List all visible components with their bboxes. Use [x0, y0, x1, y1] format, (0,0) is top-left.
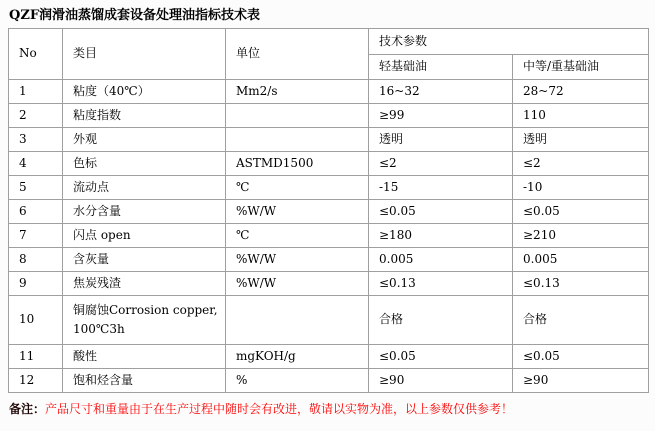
table-row [9, 296, 649, 345]
header-row-1 [9, 29, 649, 55]
cell-no: 5 [9, 176, 63, 200]
cell-light: 透明 [369, 128, 513, 152]
cell-unit: mgKOH/g [226, 345, 369, 369]
cell-no: 3 [9, 128, 63, 152]
cell-no: 10 [9, 296, 63, 345]
table-row [9, 200, 649, 224]
cell-unit: %W/W [226, 200, 369, 224]
col-header-medium-heavy-base-oil: 中等/重基础油 [513, 55, 649, 80]
cell-no: 11 [9, 345, 63, 369]
table-row [9, 369, 649, 393]
cell-light: ≥90 [369, 369, 513, 393]
cell-heavy: ≤0.05 [513, 200, 649, 224]
cell-unit: %W/W [226, 248, 369, 272]
table-row [9, 80, 649, 104]
cell-no: 6 [9, 200, 63, 224]
col-header-category: 类目 [63, 29, 226, 80]
table-row [9, 104, 649, 128]
cell-heavy: ≤0.13 [513, 272, 649, 296]
cell-heavy: ≤2 [513, 152, 649, 176]
cell-light: -15 [369, 176, 513, 200]
table-row [9, 152, 649, 176]
cell-light: ≤2 [369, 152, 513, 176]
table-row [9, 248, 649, 272]
cell-light: 合格 [369, 296, 513, 345]
cell-heavy: ≥90 [513, 369, 649, 393]
col-header-unit: 单位 [226, 29, 369, 80]
cell-no: 8 [9, 248, 63, 272]
cell-category: 闪点 open [63, 224, 226, 248]
cell-no: 7 [9, 224, 63, 248]
cell-category: 色标 [63, 152, 226, 176]
cell-category: 流动点 [63, 176, 226, 200]
cell-unit: ASTMD1500 [226, 152, 369, 176]
cell-light: ≥180 [369, 224, 513, 248]
cell-no: 9 [9, 272, 63, 296]
cell-unit: % [226, 369, 369, 393]
table-row [9, 128, 649, 152]
cell-heavy: 0.005 [513, 248, 649, 272]
cell-heavy: -10 [513, 176, 649, 200]
col-header-light-base-oil: 轻基础油 [369, 55, 513, 80]
cell-category: 外观 [63, 128, 226, 152]
cell-unit: %W/W [226, 272, 369, 296]
cell-light: 16~32 [369, 80, 513, 104]
col-header-tech-params: 技术参数 [369, 29, 649, 55]
page-title: QZF润滑油蒸馏成套设备处理油指标技术表 [9, 8, 261, 23]
cell-no: 12 [9, 369, 63, 393]
note-text: 产品尺寸和重量由于在生产过程中随时会有改进，敬请以实物为准，以上参数仅供参考！ [45, 402, 514, 416]
cell-category: 酸性 [63, 345, 226, 369]
table-row [9, 224, 649, 248]
cell-no: 4 [9, 152, 63, 176]
spec-table [8, 28, 649, 393]
col-header-no: No [9, 29, 63, 80]
cell-light: ≤0.05 [369, 345, 513, 369]
cell-heavy: 透明 [513, 128, 649, 152]
cell-light: 0.005 [369, 248, 513, 272]
table-row [9, 272, 649, 296]
cell-no: 2 [9, 104, 63, 128]
cell-unit [226, 128, 369, 152]
cell-heavy: ≤0.05 [513, 345, 649, 369]
cell-light: ≤0.13 [369, 272, 513, 296]
cell-light: ≥99 [369, 104, 513, 128]
cell-category: 粘度（40℃） [63, 80, 226, 104]
footer-note [9, 400, 648, 417]
cell-unit: ℃ [226, 224, 369, 248]
cell-heavy: ≥210 [513, 224, 649, 248]
cell-unit [226, 296, 369, 345]
cell-category: 粘度指数 [63, 104, 226, 128]
cell-category: 铜腐蚀Corrosion copper, 100℃3h [63, 296, 226, 345]
table-row [9, 345, 649, 369]
cell-category: 含灰量 [63, 248, 226, 272]
cell-unit [226, 104, 369, 128]
cell-no: 1 [9, 80, 63, 104]
cell-unit: Mm2/s [226, 80, 369, 104]
note-label: 备注： [9, 402, 46, 416]
table-row [9, 176, 649, 200]
cell-light: ≤0.05 [369, 200, 513, 224]
cell-category: 饱和烃含量 [63, 369, 226, 393]
cell-heavy: 110 [513, 104, 649, 128]
cell-category: 水分含量 [63, 200, 226, 224]
cell-category: 焦炭残渣 [63, 272, 226, 296]
cell-unit: ℃ [226, 176, 369, 200]
cell-heavy: 28~72 [513, 80, 649, 104]
cell-heavy: 合格 [513, 296, 649, 345]
